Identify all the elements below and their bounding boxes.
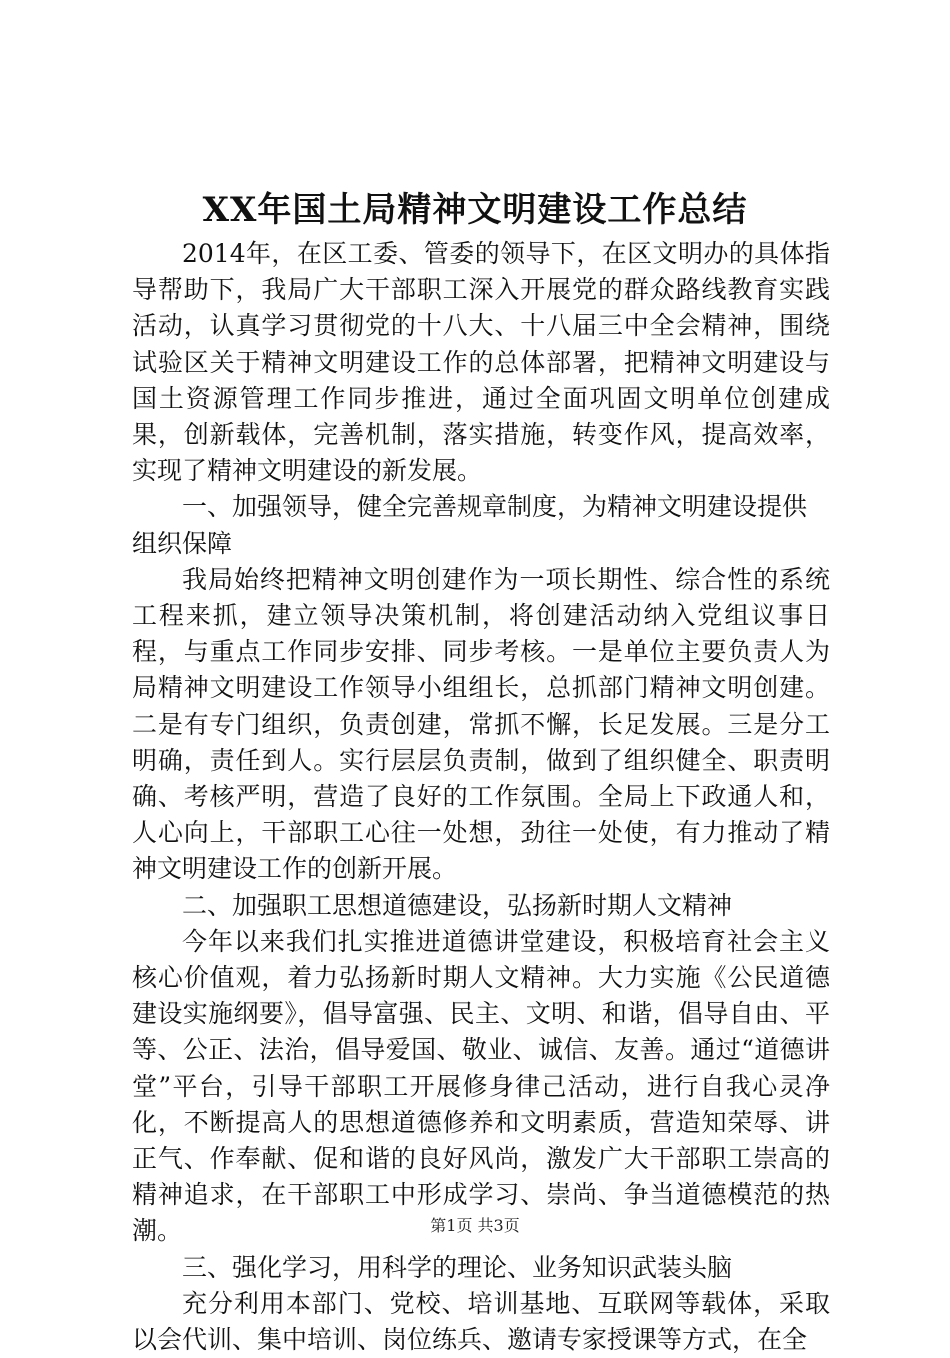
section-heading-3: 三、强化学习，用科学的理论、业务知识武装头脑 — [182, 1252, 733, 1282]
section-2-paragraph: 今年以来我们扎实推进道德讲堂建设，积极培育社会主义核心价值观，着力弘扬新时期人文精神。大力实施《公民道德建设实施纲要》，倡导富强、民主、文明、和谐，倡导自由、平等、公正、法治，倡导爱国、敬业、诚信、友善。通过“道德讲堂”平台，引导干部职工开展修身律己活动，进行自我心灵净化，不断提高人的思想道德修养和文明素质，营造知荣辱、讲正气、作奉献、促和谐的良好风尚，激发广大干部职工崇高的精神追求，在干部职工中形成学习、崇尚、争当道德模范的热潮。 — [132, 926, 830, 1246]
document-body — [132, 236, 830, 1358]
section-3-paragraph: 充分利用本部门、党校、培训基地、互联网等载体，采取以会代训、集中培训、岗位练兵、邀请专家授课等方式，在全 — [132, 1288, 830, 1355]
section-heading-2: 二、加强职工思想道德建设，弘扬新时期人文精神 — [182, 890, 733, 920]
section-1-paragraph: 我局始终把精神文明创建作为一项长期性、综合性的系统工程来抓，建立领导决策机制，将创建活动纳入党组议事日程，与重点工作同步安排、同步考核。一是单位主要负责人为局精神文明建设工作领导小组组长，总抓部门精神文明创建。二是有专门组织，负责创建，常抓不懈，长足发展。三是分工明确，责任到人。实行层层负责制，做到了组织健全、职责明确、考核严明，营造了良好的工作氛围。全局上下政通人和，人心向上，干部职工心往一处想，劲往一处使，有力推动了精神文明建设工作的创新开展。 — [132, 564, 830, 884]
page-footer: 第1页 共3页 — [430, 1216, 520, 1235]
document-title: XX年国土局精神文明建设工作总结 — [202, 190, 748, 230]
section-heading-1: 一、加强领导，健全完善规章制度，为精神文明建设提供组织保障 — [132, 492, 808, 558]
intro-paragraph: 2014年，在区工委、管委的领导下，在区文明办的具体指导帮助下，我局广大干部职工深入开展党的群众路线教育实践活动，认真学习贯彻党的十八大、十八届三中全会精神，围绕试验区关于精神文明建设工作的总体部署，把精神文明建设与国土资源管理工作同步推进，通过全面巩固文明单位创建成果，创新载体，完善机制，落实措施，转变作风，提高效率，实现了精神文明建设的新发展。 — [132, 239, 830, 486]
